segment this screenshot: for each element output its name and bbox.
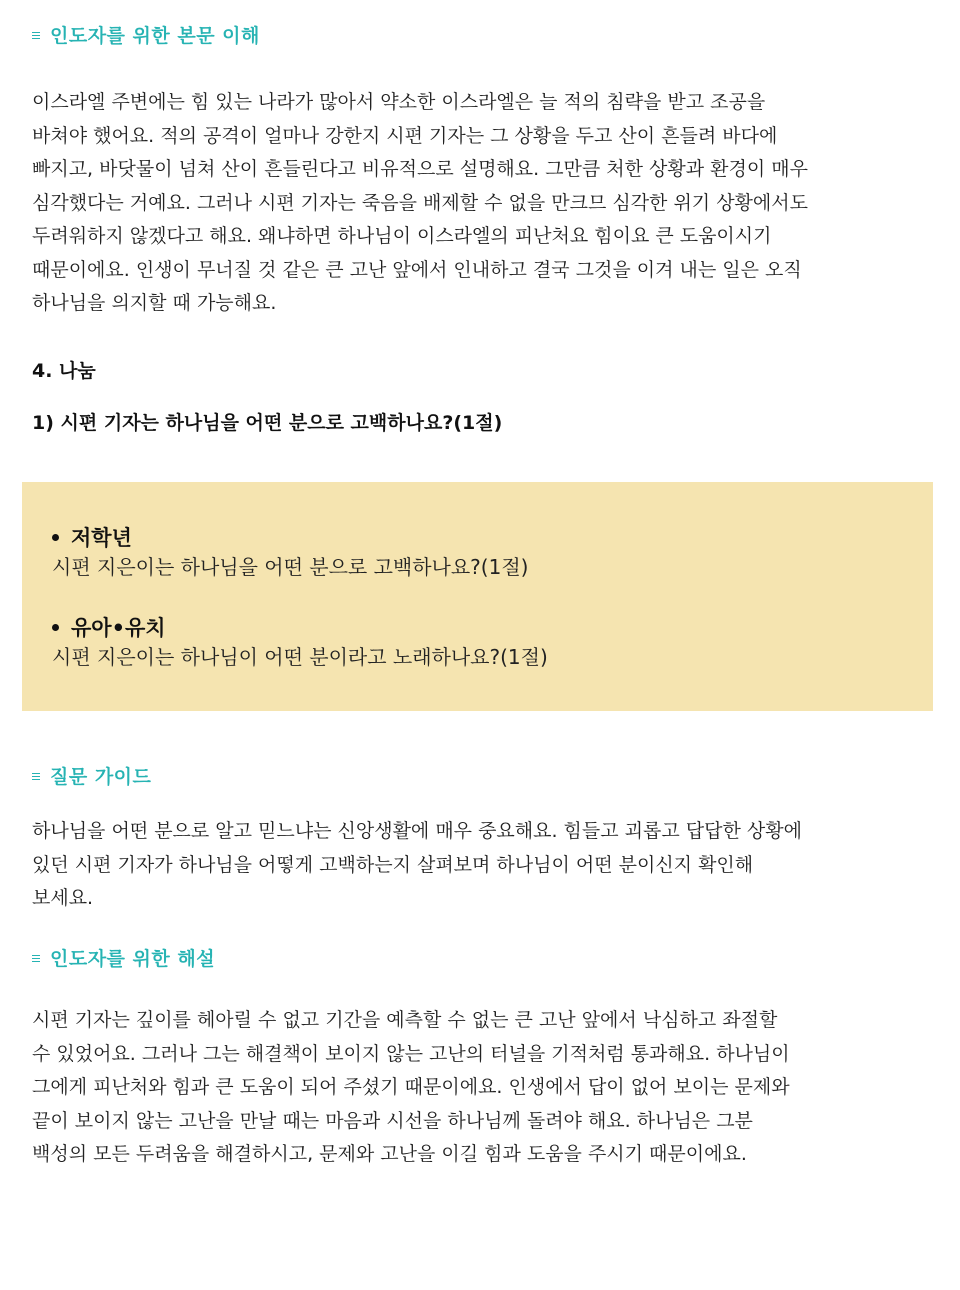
level-lower-grade bbox=[52, 522, 528, 582]
question-guide-body: 하나님을 어떤 분으로 알고 믿느냐는 신앙생활에 매우 중요해요. 힘들고 괴롭고 답답한 상황에 있던 시편 기자가 하나님을 어떻게 고백하는지 살펴보며 하나님이 어떤 분이신지 확인해 보세요. bbox=[32, 820, 802, 909]
level-label: 유아•유치 bbox=[71, 616, 166, 640]
level-title bbox=[52, 522, 528, 552]
section-title: 질문 가이드 bbox=[50, 766, 152, 788]
section-title: 인도자를 위한 해설 bbox=[50, 948, 216, 970]
bullet-dot-icon bbox=[52, 534, 59, 541]
age-level-question-box bbox=[22, 482, 933, 711]
list-lines-icon bbox=[32, 955, 40, 963]
level-question: 시편 지은이는 하나님을 어떤 분으로 고백하나요?(1절) bbox=[52, 555, 529, 579]
list-lines-icon bbox=[32, 773, 40, 781]
level-label: 저학년 bbox=[71, 526, 132, 550]
sharing-question: 1) 시편 기자는 하나님을 어떤 분으로 고백하나요?(1절) bbox=[32, 412, 503, 434]
section-heading-question-guide bbox=[32, 762, 151, 789]
level-question: 시편 지은이는 하나님이 어떤 분이라고 노래하나요?(1절) bbox=[52, 645, 548, 669]
section-heading-leader-understanding bbox=[32, 21, 260, 48]
leader-understanding-body: 이스라엘 주변에는 힘 있는 나라가 많아서 약소한 이스라엘은 늘 적의 침략을 받고 조공을 바쳐야 했어요. 적의 공격이 얼마나 강한지 시편 기자는 그 상황을 두고 산이 흔들려 바다에 빠지고, 바닷물이 넘쳐 산이 흔들린다고 비유적으로 설명해요. 그만큼 처한 상황과 환경이 매우 심각했다는 거예요. 그러나 시편 기자는 죽음을 배제할 수 없을 만크므 심각한 위기 상황에서도 두려워하지 않겠다고 해요. 왜냐하면 하나님이 이스라엘의 피난처요 힘이요 큰 도움이시기 때문이에요. 인생이 무너질 것 같은 큰 고난 앞에서 인내하고 결국 그것을 이겨 내는 일은 오직 하나님을 의지할 때 가능해요. bbox=[32, 91, 808, 314]
bullet-dot-icon bbox=[52, 624, 59, 631]
list-lines-icon bbox=[32, 32, 40, 40]
level-title bbox=[52, 612, 548, 642]
level-kindergarten bbox=[52, 612, 548, 672]
sharing-title: 4. 나눔 bbox=[32, 360, 96, 382]
leader-commentary-body: 시편 기자는 깊이를 헤아릴 수 없고 기간을 예측할 수 없는 큰 고난 앞에서 낙심하고 좌절할 수 있었어요. 그러나 그는 해결책이 보이지 않는 고난의 터널을 기적처럼 통과해요. 하나님이 그에게 피난처와 힘과 큰 도움이 되어 주셨기 때문이에요. 인생에서 답이 없어 보이는 문제와 끝이 보이지 않는 고난을 만날 때는 마음과 시선을 하나님께 돌려야 해요. 하나님은 그분 백성의 모든 두려움을 해결하시고, 문제와 고난을 이길 힘과 도움을 주시기 때문이에요. bbox=[32, 1009, 790, 1165]
section-heading-leader-commentary bbox=[32, 944, 215, 971]
section-title: 인도자를 위한 본문 이해 bbox=[50, 25, 260, 47]
